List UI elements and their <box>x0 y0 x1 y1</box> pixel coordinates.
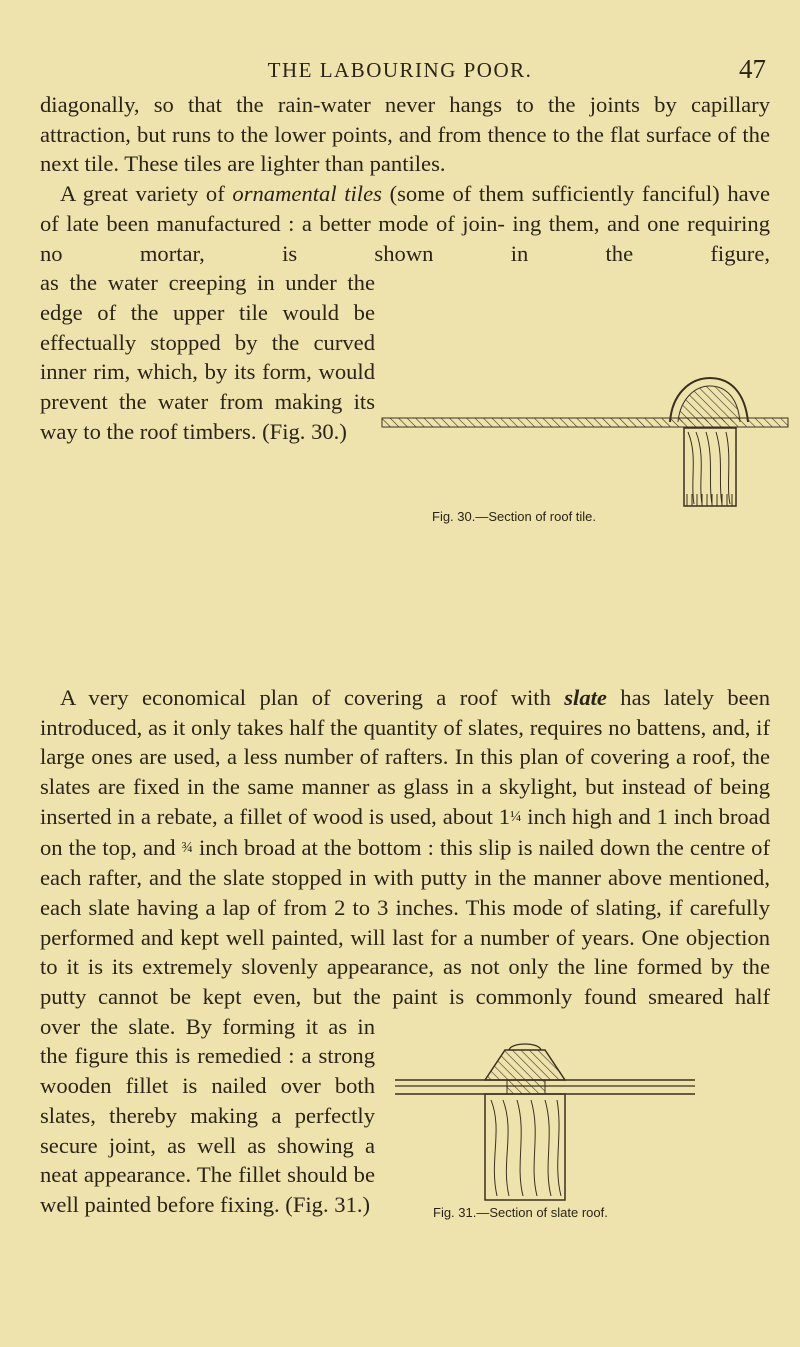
ornamental-tiles-term: ornamental tiles <box>232 181 382 207</box>
paragraph-tiles: diagonally, so that the rain-water never hangs to the joints by capillary attraction, but runs to the lower points, and from thence to the flat surface of the next tile. These tiles are lighter than pantiles. <box>40 92 770 177</box>
figure-31-caption: Fig. 31.—Section of slate roof. <box>433 1205 608 1220</box>
fraction-quarter: ¼ <box>510 808 522 825</box>
figure-30-caption: Fig. 30.—Section of roof tile. <box>432 509 597 524</box>
fraction-three-quarters: ¾ <box>181 839 193 856</box>
paragraph-slate-roof-wrap: over the slate. By forming it as in the figure this is remedied : a strong wooden fillet is nailed over both slates, thereby making a perfectly secure joint, as well as showing a neat appearance. The fillet should be well painted before fixing. (Fig. 31.) <box>40 1013 375 1217</box>
page-header <box>0 54 800 88</box>
paragraph-ornamental-tiles-wrap: as the water creeping in under the edge of the upper tile would be effectually stopped by the curved inner rim, which, by its form, would prevent the water from making its way to the roof timbers. (Fig. 30.) <box>40 270 375 444</box>
figure-30 <box>380 366 790 536</box>
slate-term: slate <box>564 685 607 710</box>
slate-roof-section-illustration <box>385 1042 795 1212</box>
paragraph-slate-roof: A very economical plan of covering a roof with slate has lately been introduced, as it only takes half the quantity of slates, requires no battens, and, if large ones are used, a less number of rafters. In this plan of covering a roof, the slates are fixed in the same manner as glass in a skylight, but instead of being inserted in a rebate, a fillet of wood is used, about 1¼ inch high and 1 inch broad on the top, and ¾ inch broad at the bottom : this slip is nailed down the centre of each rafter, and the slate stopped in with putty in the manner above mentioned, each slate having a lap of from 2 to 3 inches. This mode of slating, if carefully performed and kept well painted, will last for a number of years. One objection to it is its extremely slovenly appearance, as not only the line formed by the putty cannot be kept even, but the paint is commonly found smeared half <box>40 685 771 1010</box>
running-title: THE LABOURING POOR. <box>267 58 533 82</box>
paragraph-ornamental-tiles: A great variety of ornamental tiles (some of them sufficiently fanciful) have of late been manufactured : a better mode of join- ing them, and one requiring no mortar, is shown in the figure, <box>40 181 770 266</box>
figure-31 <box>385 1042 795 1232</box>
roof-tile-section-illustration <box>380 366 790 516</box>
page-number: 47 <box>739 54 766 84</box>
